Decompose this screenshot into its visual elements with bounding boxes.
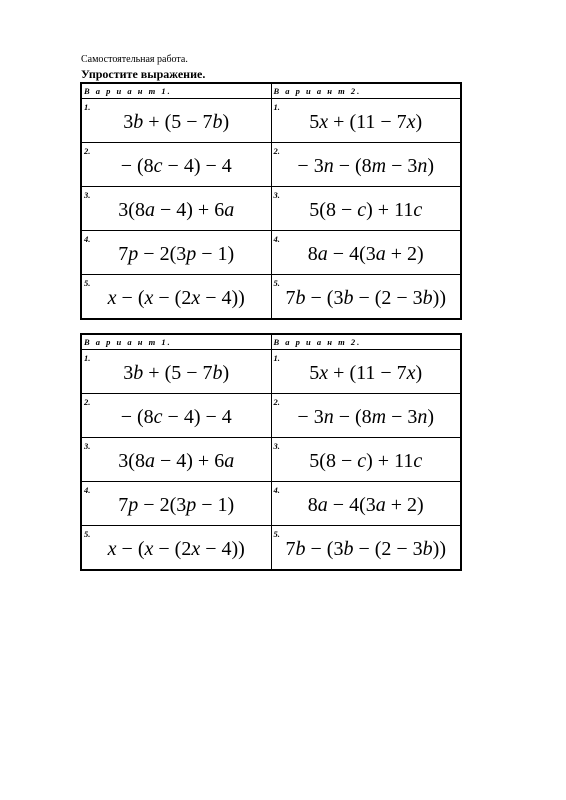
math-expression: 7b − (3b − (2 − 3b)) — [285, 538, 447, 560]
task-number: 4. — [84, 485, 91, 495]
math-expression: x − (x − (2x − 4)) — [107, 538, 245, 560]
math-expression: 3(8a − 4) + 6a — [118, 450, 235, 472]
math-expression: − (8c − 4) − 4 — [120, 155, 232, 177]
task-cell — [271, 187, 461, 231]
task-cell — [81, 143, 271, 187]
task-number: 4. — [84, 234, 91, 244]
task-number: 1. — [84, 353, 91, 363]
task-cell — [81, 99, 271, 143]
math-expression: 3(8a − 4) + 6a — [118, 199, 235, 221]
page-caption: Самостоятельная работа. — [81, 54, 188, 65]
variant-2-header: В а р и а н т 2. — [271, 83, 461, 99]
task-cell — [271, 482, 461, 526]
task-cell — [81, 438, 271, 482]
task-cell — [81, 275, 271, 320]
task-number: 5. — [273, 529, 280, 539]
math-expression: − 3n − (8m − 3n) — [297, 406, 435, 428]
task-number: 2. — [84, 397, 91, 407]
math-expression: 8a − 4(3a + 2) — [307, 494, 424, 516]
task-cell — [81, 231, 271, 275]
task-cell — [271, 438, 461, 482]
task-number: 3. — [273, 441, 280, 451]
task-number: 2. — [84, 146, 91, 156]
variant-1-header: В а р и а н т 1. — [81, 83, 271, 99]
variant-table-1 — [80, 82, 462, 320]
variant-1-header: В а р и а н т 1. — [81, 334, 271, 350]
math-expression: − 3n − (8m − 3n) — [297, 155, 435, 177]
task-number: 3. — [84, 441, 91, 451]
task-number: 3. — [84, 190, 91, 200]
task-cell — [81, 187, 271, 231]
math-expression: 5(8 − c) + 11c — [309, 450, 423, 472]
math-expression: 8a − 4(3a + 2) — [307, 243, 424, 265]
math-expression: 7p − 2(3p − 1) — [118, 494, 235, 516]
task-number: 2. — [273, 397, 280, 407]
task-cell — [271, 99, 461, 143]
task-cell — [271, 231, 461, 275]
task-number: 4. — [273, 485, 280, 495]
task-cell — [271, 394, 461, 438]
task-cell — [81, 394, 271, 438]
task-number: 1. — [273, 102, 280, 112]
task-cell — [271, 526, 461, 571]
task-number: 5. — [273, 278, 280, 288]
task-number: 1. — [273, 353, 280, 363]
math-expression: 7p − 2(3p − 1) — [118, 243, 235, 265]
math-expression: 5x + (11 − 7x) — [309, 111, 423, 133]
task-number: 2. — [273, 146, 280, 156]
math-expression: 3b + (5 − 7b) — [123, 362, 230, 384]
math-expression: 3b + (5 − 7b) — [123, 111, 230, 133]
task-cell — [81, 526, 271, 571]
task-cell — [81, 482, 271, 526]
task-cell — [271, 143, 461, 187]
task-number: 5. — [84, 529, 91, 539]
variant-2-header: В а р и а н т 2. — [271, 334, 461, 350]
task-heading: Упростите выражение. — [81, 67, 206, 81]
math-expression: − (8c − 4) − 4 — [120, 406, 232, 428]
task-number: 5. — [84, 278, 91, 288]
math-expression: 5x + (11 − 7x) — [309, 362, 423, 384]
task-cell — [271, 350, 461, 394]
math-expression: 5(8 − c) + 11c — [309, 199, 423, 221]
task-number: 4. — [273, 234, 280, 244]
variant-table-2 — [80, 333, 462, 571]
task-cell — [81, 350, 271, 394]
math-expression: x − (x − (2x − 4)) — [107, 287, 245, 309]
task-cell — [271, 275, 461, 320]
task-number: 1. — [84, 102, 91, 112]
task-number: 3. — [273, 190, 280, 200]
math-expression: 7b − (3b − (2 − 3b)) — [285, 287, 447, 309]
